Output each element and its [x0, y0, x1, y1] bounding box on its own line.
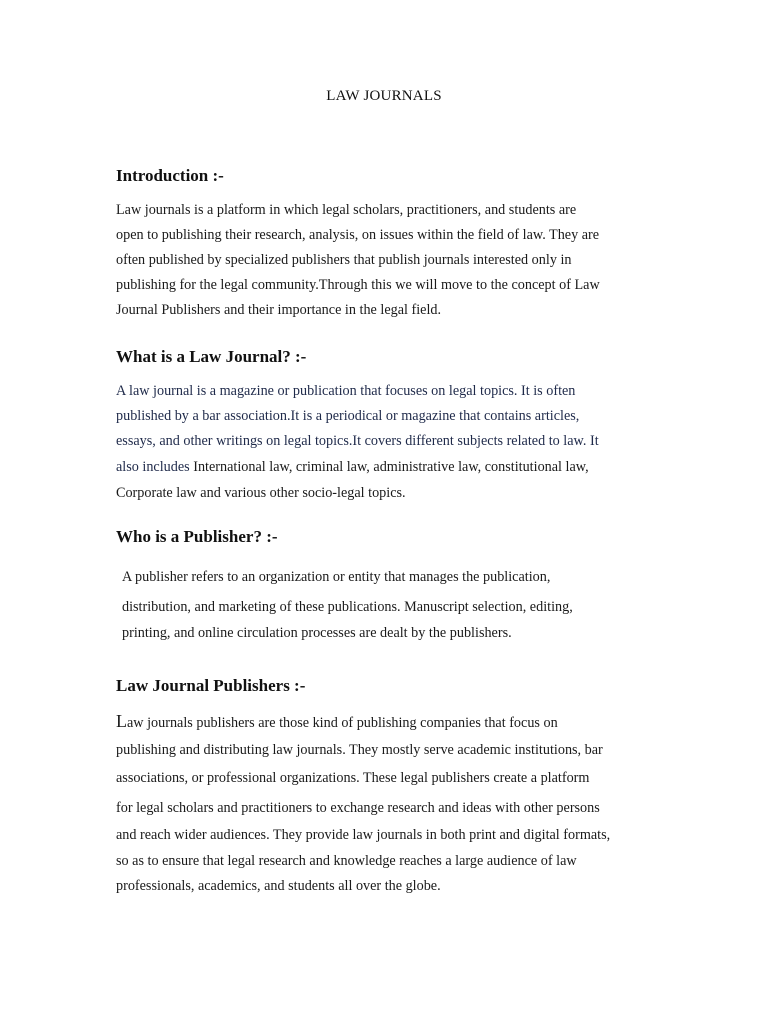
paragraph-line: essays, and other writings on legal topics.It covers different subjects related to law. It: [116, 433, 599, 449]
drop-cap: L: [116, 711, 127, 731]
paragraph-line: for legal scholars and practitioners to exchange research and ideas with other persons: [116, 800, 600, 816]
paragraph-line: publishing and distributing law journals. They mostly serve academic institutions, bar: [116, 742, 603, 758]
paragraph-line: [116, 459, 589, 476]
paragraph-line: printing, and online circulation processes are dealt by the publishers.: [122, 625, 512, 641]
paragraph-line: publishing for the legal community.Through this we will move to the concept of Law: [116, 277, 600, 293]
section-heading-introduction: Introduction :-: [116, 166, 224, 185]
paragraph-line: open to publishing their research, analysis, on issues within the field of law. They are: [116, 227, 600, 243]
paragraph-line: so as to ensure that legal research and knowledge reaches a large audience of law: [116, 853, 577, 869]
paragraph-line: often published by specialized publishers that publish journals interested only in: [116, 252, 572, 268]
paragraph-line: Law journals is a platform in which legal scholars, practitioners, and students are: [116, 202, 577, 218]
paragraph-line: published by a bar association.It is a periodical or magazine that contains articles,: [116, 408, 580, 424]
section-heading-who-is-publisher: Who is a Publisher? :-: [116, 527, 278, 546]
paragraph-line: A publisher refers to an organization or entity that manages the publication,: [122, 569, 551, 585]
paragraph-line: A law journal is a magazine or publication that focuses on legal topics. It is often: [116, 383, 576, 399]
document-title: LAW JOURNALS: [326, 88, 442, 104]
paragraph-line: Corporate law and various other socio-legal topics.: [116, 485, 406, 501]
paragraph-line: associations, or professional organizations. These legal publishers create a platform: [116, 770, 590, 786]
section-heading-law-journal-publishers: Law Journal Publishers :-: [116, 676, 306, 695]
paragraph-fragment: also includes: [116, 459, 190, 475]
paragraph-line: [116, 711, 558, 732]
paragraph-line: and reach wider audiences. They provide law journals in both print and digital formats,: [116, 827, 611, 843]
paragraph-fragment: aw journals publishers are those kind of publishing companies that focus on: [127, 715, 558, 731]
section-heading-what-is-law-journal: What is a Law Journal? :-: [116, 347, 307, 366]
paragraph-line: distribution, and marketing of these publications. Manuscript selection, editing,: [122, 599, 573, 615]
paragraph-line: Journal Publishers and their importance in the legal field.: [116, 302, 442, 318]
paragraph-fragment: International law, criminal law, administrative law, constitutional law,: [193, 459, 589, 475]
paragraph-line: professionals, academics, and students all over the globe.: [116, 878, 441, 894]
